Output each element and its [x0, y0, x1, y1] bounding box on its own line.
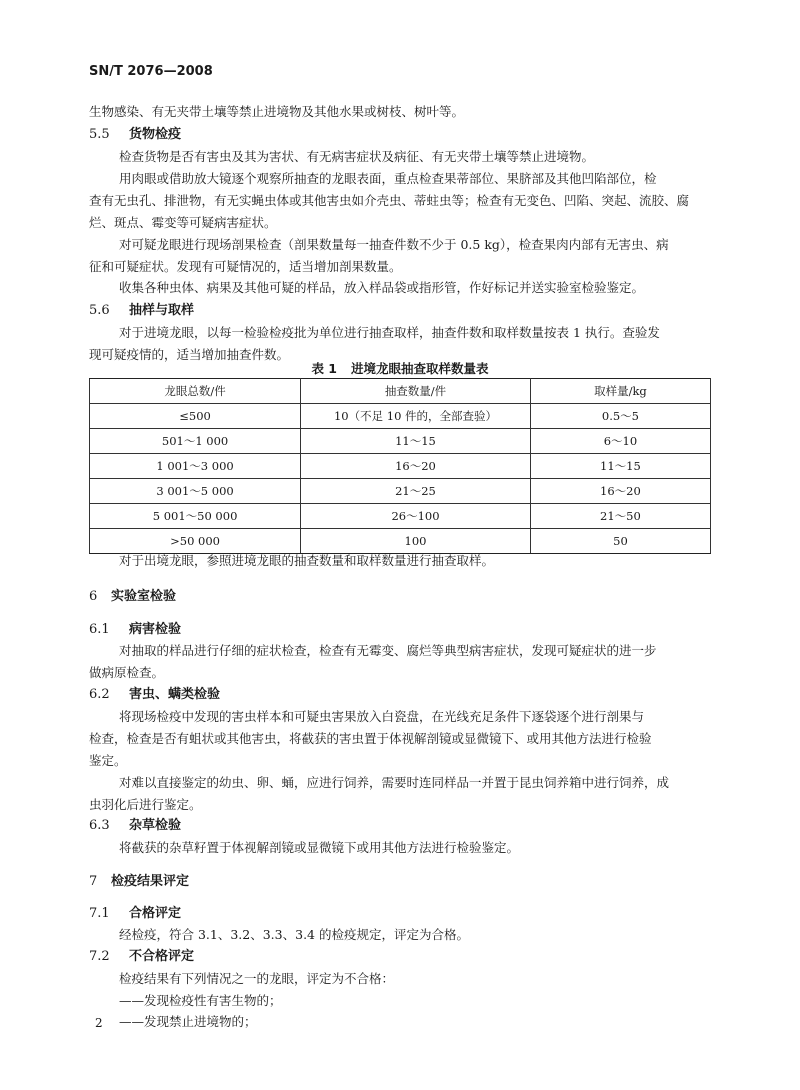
section-5-5-heading	[89, 123, 181, 142]
table-cell: 21～50	[530, 504, 710, 529]
table-cell: >50 000	[90, 529, 301, 554]
table-cell: 100	[301, 529, 531, 554]
section-title: 害虫、螨类检验	[129, 687, 221, 702]
paragraph: 对可疑龙眼进行现场剖果检查（剖果数量每一抽查件数不少于 0.5 kg），检查果肉内部有无害虫、病	[119, 237, 669, 252]
list-item: ——发现检疫性有害生物的；	[119, 993, 282, 1008]
paragraph: 检查货物是否有害虫及其为害状、有无病害症状及病征、有无夹带土壤等禁止进境物。	[119, 149, 595, 164]
table-cell: 3 001～5 000	[90, 479, 301, 504]
table-caption-number: 表 1	[311, 361, 338, 376]
section-title: 病害检验	[129, 622, 182, 637]
list-item: ——发现禁止进境物的；	[119, 1014, 257, 1029]
section-6-heading	[89, 585, 176, 604]
section-number: 6.1	[89, 622, 110, 637]
section-title: 合格评定	[129, 906, 182, 921]
paragraph: 对抽取的样品进行仔细的症状检查，检查有无霉变、腐烂等典型病害症状，发现可疑症状的进一步	[119, 643, 657, 658]
paragraph: 检疫结果有下列情况之一的龙眼，评定为不合格：	[119, 971, 395, 986]
section-number: 5.6	[89, 303, 110, 318]
paragraph: 将截获的杂草籽置于体视解剖镜或显微镜下或用其他方法进行检验鉴定。	[119, 840, 520, 855]
table-cell: 501～1 000	[90, 429, 301, 454]
table-cell: 5 001～50 000	[90, 504, 301, 529]
table-header-cell: 抽查数量/件	[301, 379, 531, 404]
section-number: 7.2	[89, 949, 110, 964]
section-6-2-heading	[89, 683, 220, 702]
paragraph-line: 做病原检查。	[89, 665, 165, 680]
paragraph-line: 虫羽化后进行鉴定。	[89, 797, 202, 812]
table-cell: 6～10	[530, 429, 710, 454]
table-cell: 1 001～3 000	[90, 454, 301, 479]
section-6-1-heading	[89, 618, 181, 637]
table-cell: ≤500	[90, 404, 301, 429]
paragraph-line: 征和可疑症状。发现有可疑情况的，适当增加剖果数量。	[89, 259, 402, 274]
paragraph: 经检疫，符合 3.1、3.2、3.3、3.4 的检疫规定，评定为合格。	[119, 927, 469, 942]
paragraph: 对于进境龙眼，以每一检验检疫批为单位进行抽查取样，抽查件数和取样数量按表 1 执行。查验发	[119, 325, 660, 340]
section-title: 实验室检验	[111, 589, 177, 604]
paragraph-line: 烂、斑点、霉变等可疑病害症状。	[89, 215, 277, 230]
table-cell: 21～25	[301, 479, 531, 504]
paragraph: 用肉眼或借助放大镜逐个观察所抽查的龙眼表面，重点检查果蒂部位、果脐部及其他凹陷部位，检	[119, 171, 657, 186]
section-title: 杂草检验	[129, 818, 182, 833]
table-cell: 10（不足 10 件的，全部查验）	[301, 404, 531, 429]
table-cell: 16～20	[530, 479, 710, 504]
section-7-heading	[89, 870, 189, 889]
paragraph: 对于出境龙眼，参照进境龙眼的抽查数量和取样数量进行抽查取样。	[119, 553, 495, 568]
sampling-table	[89, 378, 711, 554]
paragraph-continuation: 生物感染、有无夹带土壤等禁止进境物及其他水果或树枝、树叶等。	[89, 104, 465, 119]
table-cell: 26～100	[301, 504, 531, 529]
section-title: 检疫结果评定	[111, 874, 190, 889]
table-cell: 50	[530, 529, 710, 554]
paragraph: 收集各种虫体、病果及其他可疑的样品，放入样品袋或指形管，作好标记并送实验室检验鉴定。	[119, 280, 645, 295]
table-row	[90, 404, 711, 429]
paragraph-line: 现可疑疫情的，适当增加抽查件数。	[89, 347, 290, 362]
section-title: 货物检疫	[129, 127, 182, 142]
section-number: 7	[89, 874, 98, 889]
table-row	[90, 479, 711, 504]
section-5-6-heading	[89, 299, 194, 318]
table-row	[90, 454, 711, 479]
table-cell: 16～20	[301, 454, 531, 479]
table-cell: 0.5～5	[530, 404, 710, 429]
table-header-row	[90, 379, 711, 404]
table-cell: 11～15	[530, 454, 710, 479]
table-cell: 11～15	[301, 429, 531, 454]
section-title: 不合格评定	[129, 949, 195, 964]
table-header-cell: 龙眼总数/件	[90, 379, 301, 404]
paragraph: 将现场检疫中发现的害虫样本和可疑虫害果放入白瓷盘，在光线充足条件下逐袋逐个进行剖果与	[119, 709, 645, 724]
table-row	[90, 429, 711, 454]
table-caption-title: 进境龙眼抽查取样数量表	[351, 361, 489, 376]
section-title: 抽样与取样	[129, 303, 195, 318]
section-7-2-heading	[89, 945, 194, 964]
table-caption	[89, 359, 711, 377]
standard-number: SN/T 2076—2008	[89, 64, 213, 79]
table-header-cell: 取样量/kg	[530, 379, 710, 404]
paragraph-line: 查有无虫孔、排泄物，有无实蝇虫体或其他害虫如介壳虫、蒂蛀虫等；检查有无变色、凹陷、突起、流胶、腐	[89, 193, 690, 208]
table-row	[90, 504, 711, 529]
section-number: 6.2	[89, 687, 110, 702]
section-number: 6	[89, 589, 98, 604]
paragraph-line: 检查，检查是否有蛆状或其他害虫，将截获的害虫置于体视解剖镜或显微镜下、或用其他方法进行检验	[89, 731, 652, 746]
section-6-3-heading	[89, 814, 181, 833]
section-number: 7.1	[89, 906, 110, 921]
section-number: 6.3	[89, 818, 110, 833]
section-7-1-heading	[89, 902, 181, 921]
section-number: 5.5	[89, 127, 110, 142]
page-number: 2	[95, 1016, 103, 1030]
paragraph: 对难以直接鉴定的幼虫、卵、蛹，应进行饲养，需要时连同样品一并置于昆虫饲养箱中进行饲养，成	[119, 775, 670, 790]
paragraph-line: 鉴定。	[89, 753, 127, 768]
